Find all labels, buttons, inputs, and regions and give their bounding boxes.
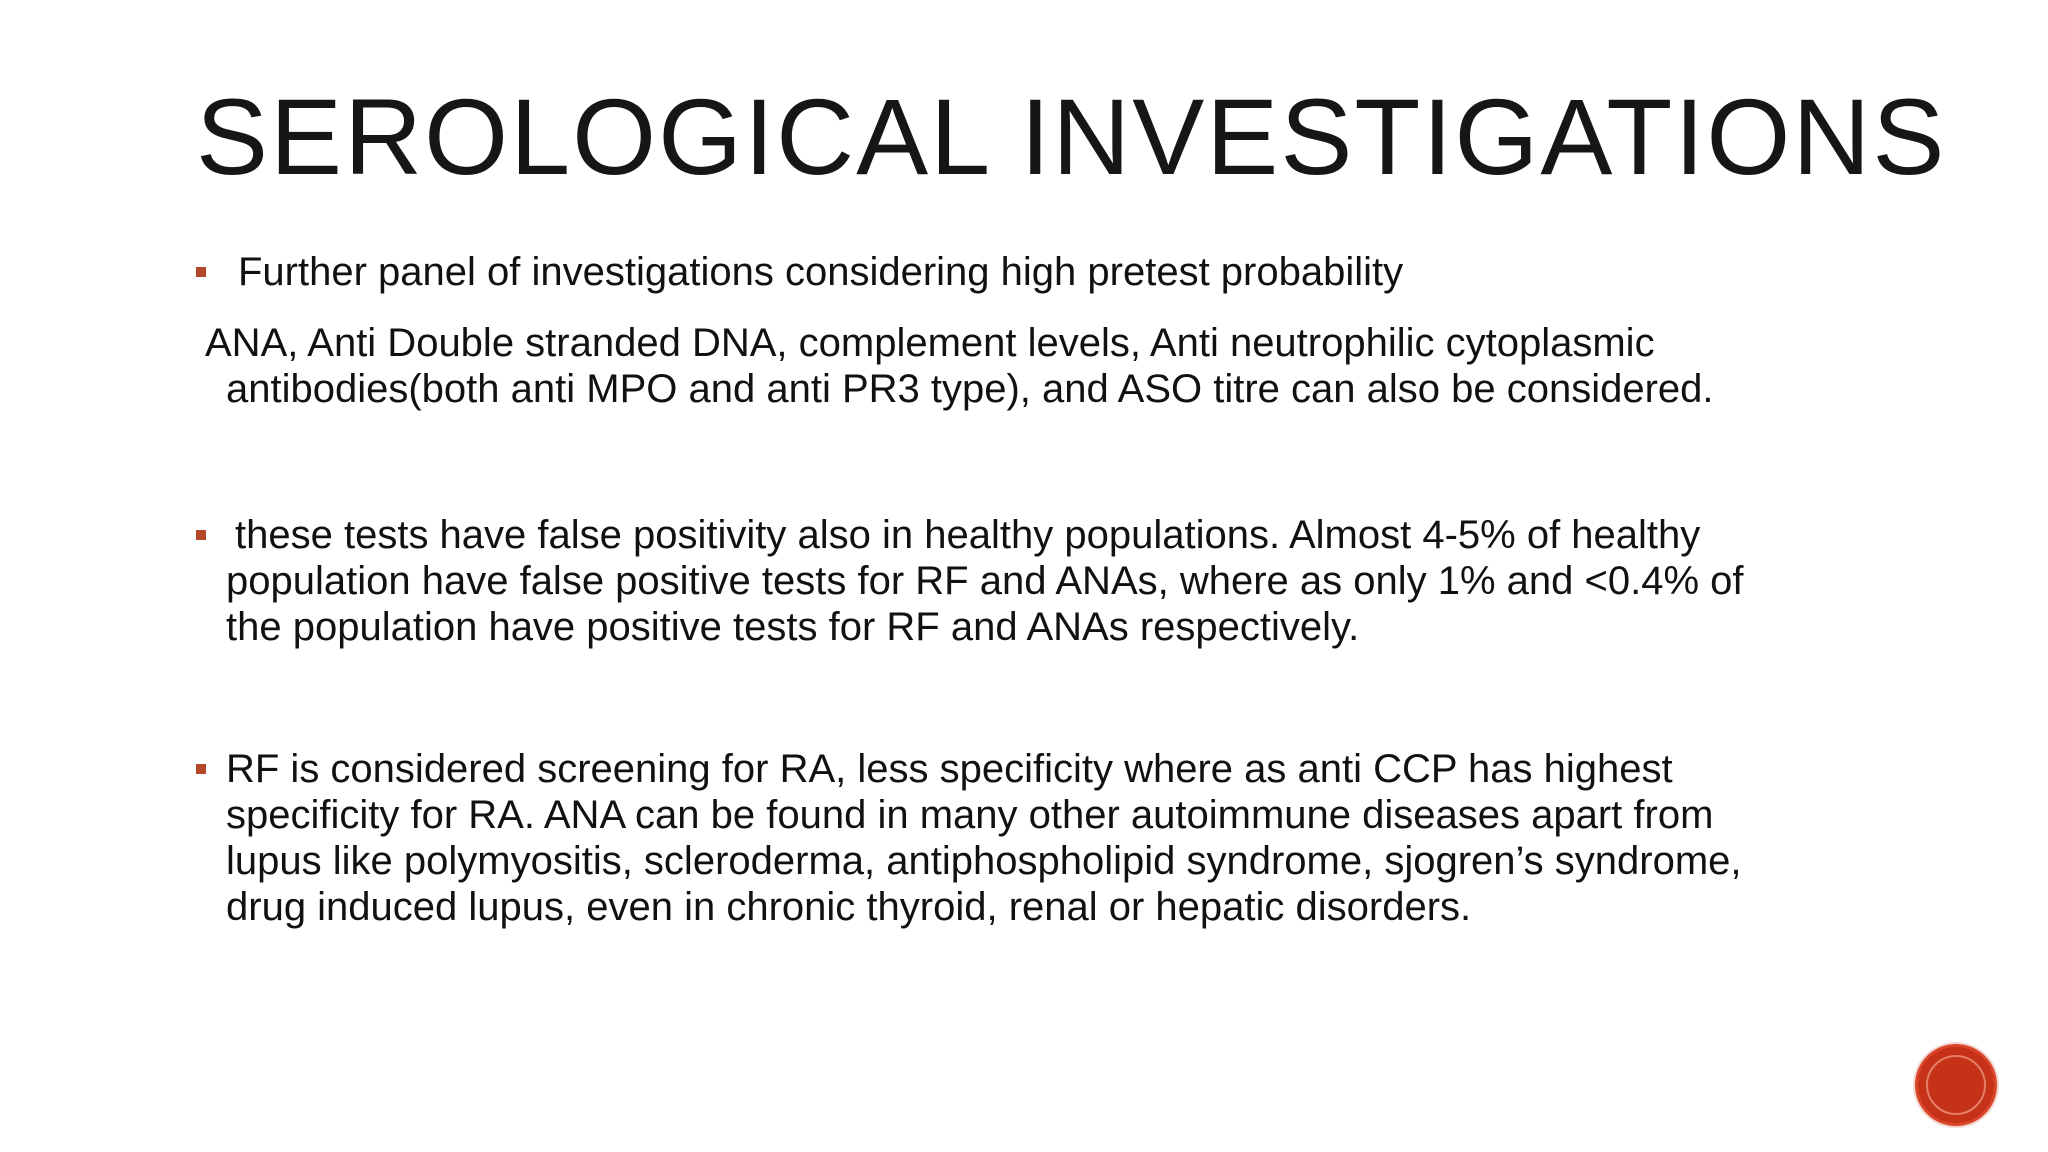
bullet-marker-icon (196, 764, 206, 774)
bullet-line: RF is considered screening for RA, less specificity where as anti CCP has highest (226, 747, 1673, 791)
bullet-line: the population have positive tests for RF and ANAs respectively. (226, 605, 1360, 649)
bullet-marker-icon (196, 530, 206, 540)
paragraph-line: antibodies(both anti MPO and anti PR3 type), and ASO titre can also be considered. (226, 367, 1714, 411)
bullet-text (226, 512, 1744, 650)
slide-title: SEROLOGICAL INVESTIGATIONS (196, 76, 1947, 197)
slide-nav-button[interactable] (1918, 1047, 1994, 1123)
bullet-marker-icon (196, 267, 206, 277)
test-list-paragraph (205, 320, 1714, 412)
bullet-line: specificity for RA. ANA can be found in many other autoimmune diseases apart from (226, 793, 1714, 837)
bullet-item-further-panel (196, 249, 1896, 295)
bullet-line: lupus like polymyositis, scleroderma, antiphospholipid syndrome, sjogren’s syndrome, (226, 839, 1742, 883)
bullet-line: drug induced lupus, even in chronic thyroid, renal or hepatic disorders. (226, 885, 1472, 929)
paragraph-line: ANA, Anti Double stranded DNA, complement levels, Anti neutrophilic cytoplasmic (205, 321, 1655, 365)
bullet-item-false-positivity (196, 512, 1896, 652)
bullet-text: Further panel of investigations considering high pretest probability (238, 250, 1404, 294)
bullet-item-rf-ana (196, 746, 1896, 932)
bullet-text (226, 746, 1742, 930)
bullet-line: population have false positive tests for RF and ANAs, where as only 1% and <0.4% of (226, 559, 1744, 603)
bullet-line: these tests have false positivity also in healthy populations. Almost 4-5% of healthy (235, 513, 1701, 557)
